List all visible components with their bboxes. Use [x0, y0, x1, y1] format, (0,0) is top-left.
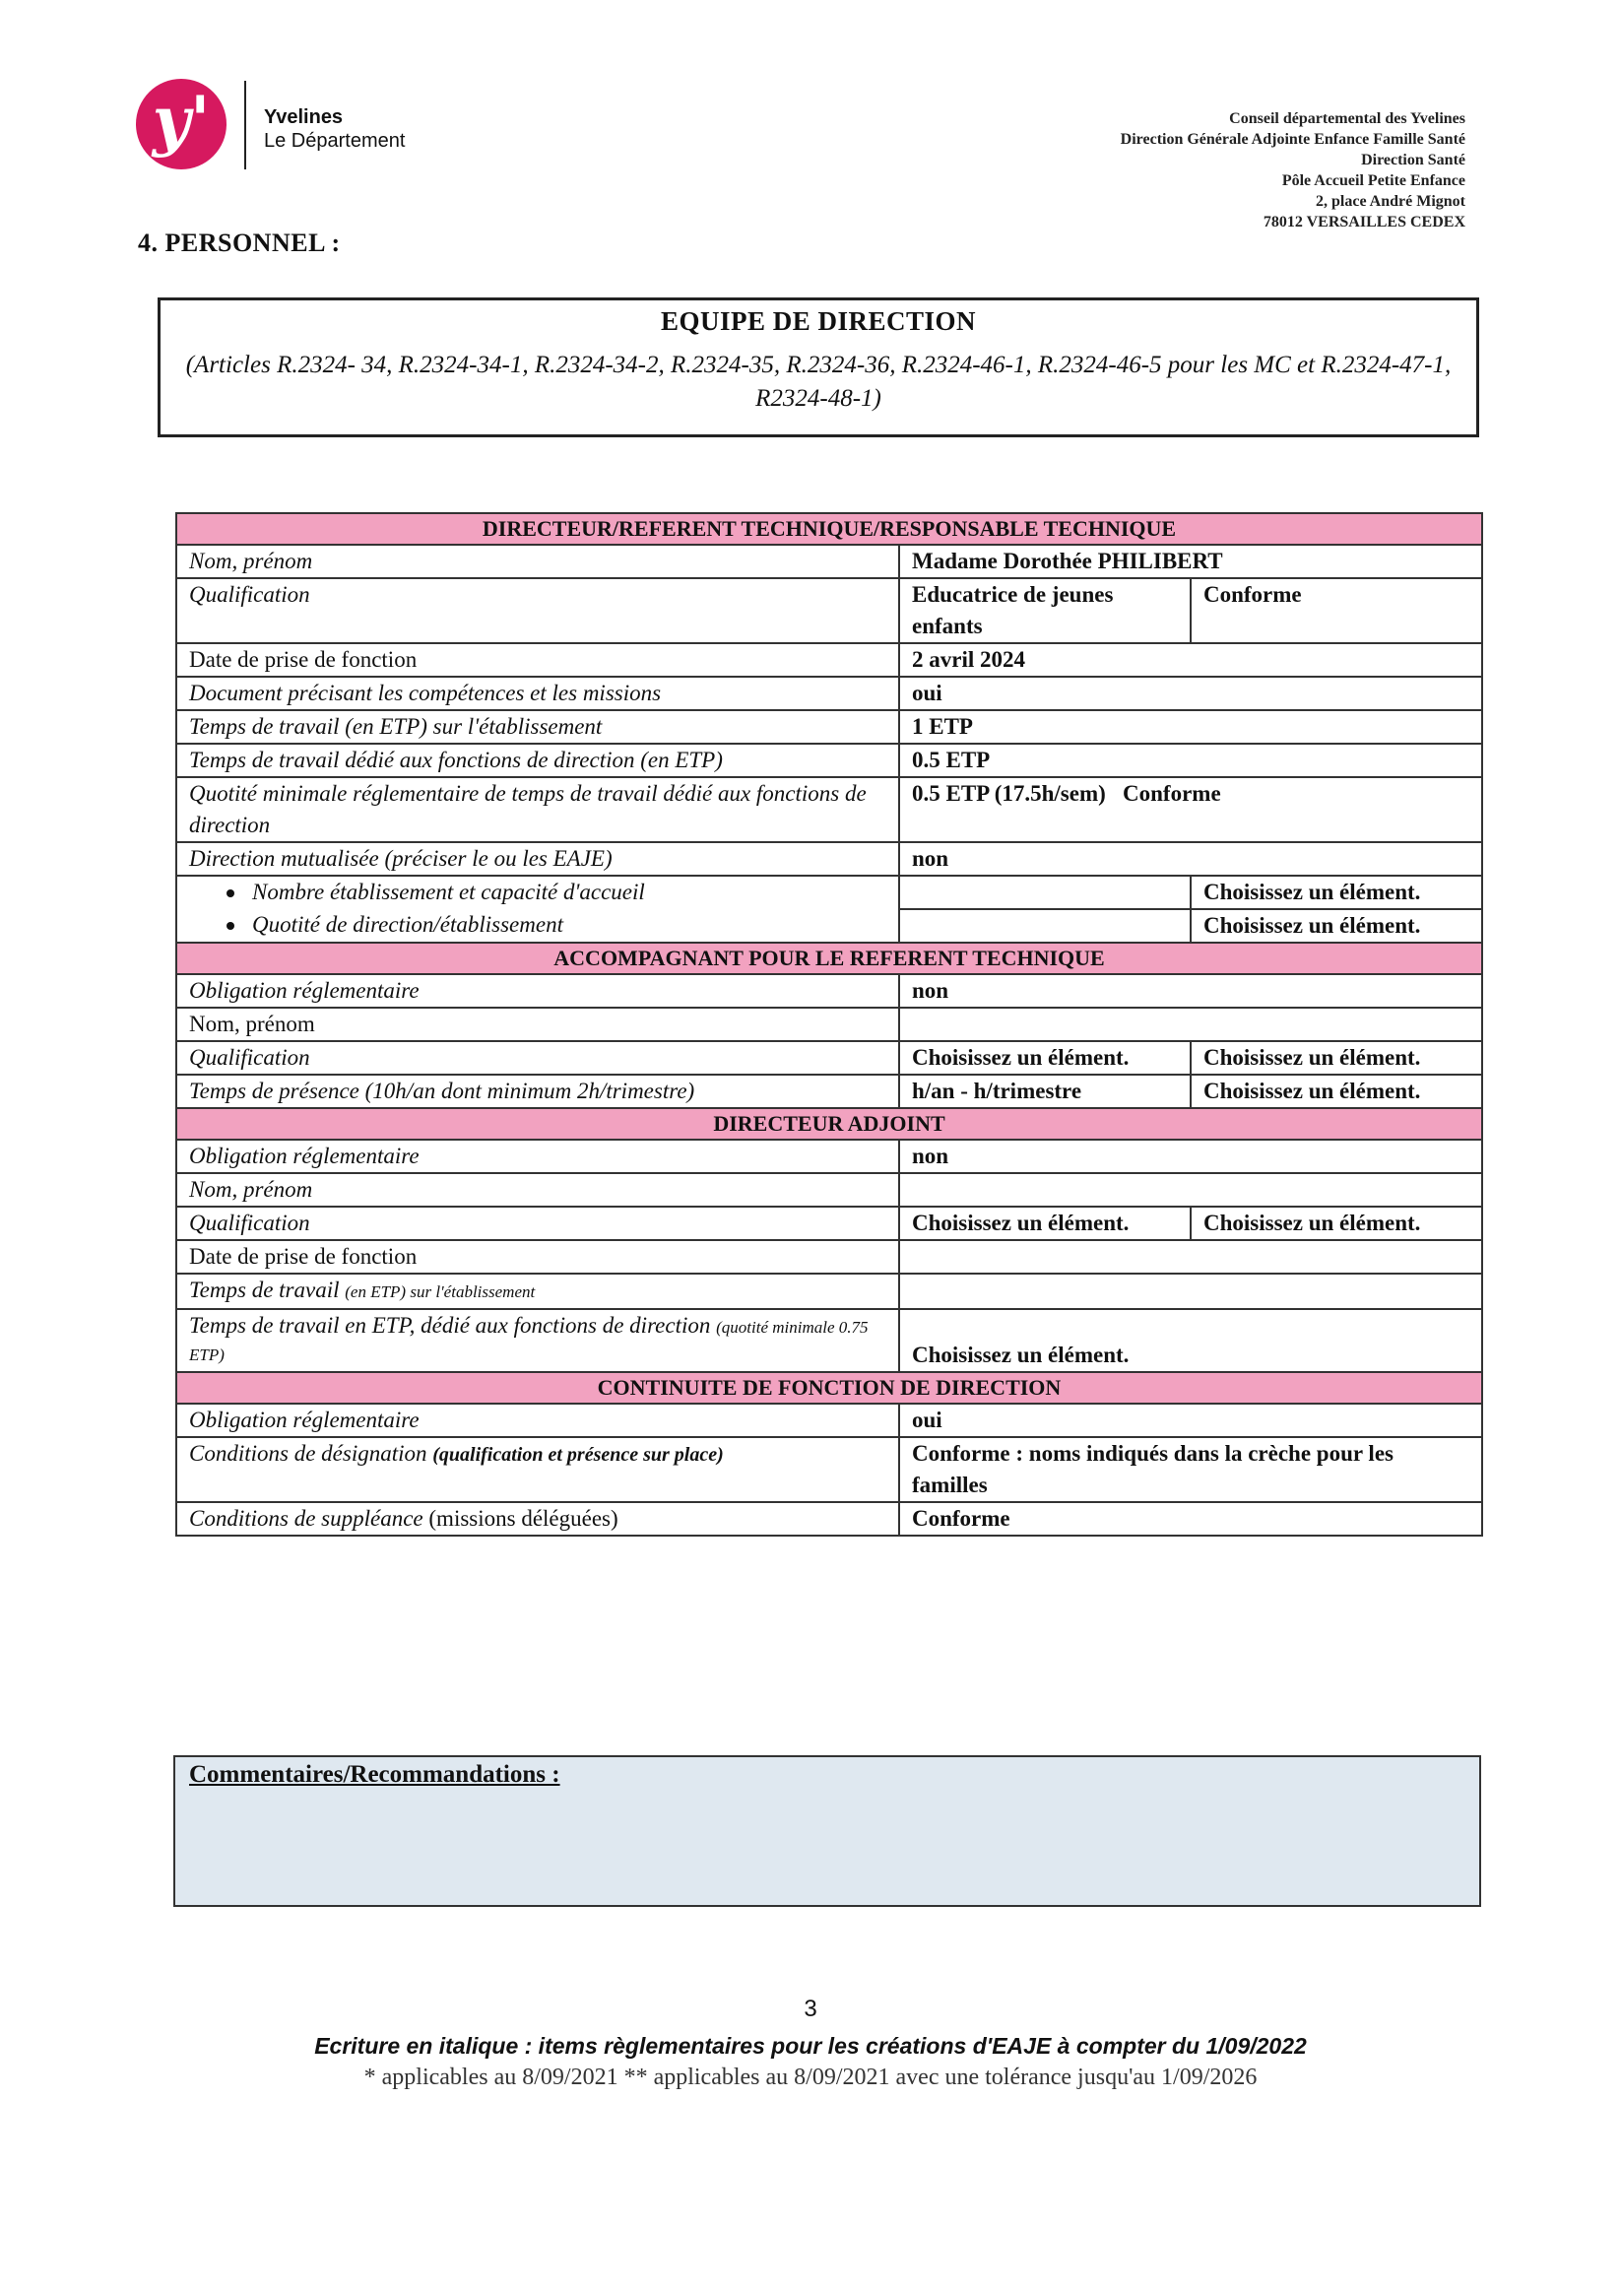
field-label: Date de prise de fonction: [176, 643, 899, 677]
field-value[interactable]: non: [899, 974, 1482, 1008]
field-label: [176, 1274, 899, 1309]
field-value[interactable]: [899, 1274, 1482, 1309]
field-value[interactable]: non: [899, 1140, 1482, 1173]
field-label: Nom, prénom: [176, 1008, 899, 1041]
field-label-note: (en ETP) sur l'établissement: [345, 1282, 536, 1301]
section-heading: DIRECTEUR/REFERENT TECHNIQUE/RESPONSABLE TECHNIQUE: [176, 513, 1482, 545]
field-label: Obligation réglementaire: [176, 1404, 899, 1437]
table-row: [176, 1207, 1482, 1240]
field-label: [176, 1437, 899, 1502]
sender-address: [1121, 108, 1465, 232]
table-row: [176, 1140, 1482, 1173]
field-value[interactable]: [899, 909, 1191, 943]
address-line: Direction Santé: [1361, 152, 1465, 168]
table-row: [176, 876, 1482, 909]
table-row: [176, 974, 1482, 1008]
table-row: [176, 1008, 1482, 1041]
field-label: Obligation réglementaire: [176, 1140, 899, 1173]
logo-mark: y': [136, 79, 227, 169]
table-row: [176, 777, 1482, 842]
address-line: Pôle Accueil Petite Enfance: [1281, 172, 1465, 189]
field-value[interactable]: 0.5 ETP: [899, 744, 1482, 777]
department-logo: [136, 79, 461, 173]
quotite-value: 0.5 ETP (17.5h/sem): [912, 781, 1106, 806]
field-label-note: (quotité minimale 0.75 ETP): [189, 1318, 869, 1364]
table-row: [176, 1075, 1482, 1108]
logo-divider: [244, 81, 246, 169]
field-label-text: Temps de travail en ETP, dédié aux fonctions de direction: [189, 1313, 711, 1338]
field-value[interactable]: non: [899, 842, 1482, 876]
section-header-row: [176, 513, 1482, 545]
field-value[interactable]: [899, 1008, 1482, 1041]
field-label-note: (qualification et présence sur place): [432, 1444, 724, 1466]
field-label: [176, 1502, 899, 1536]
field-label: Temps de présence (10h/an dont minimum 2h/trimestre): [176, 1075, 899, 1108]
equipe-direction-header: [158, 297, 1479, 437]
address-line: 78012 VERSAILLES CEDEX: [1263, 214, 1465, 230]
field-value[interactable]: [899, 1173, 1482, 1207]
field-label: Nom, prénom: [176, 545, 899, 578]
table-row: [176, 1502, 1482, 1536]
logo-subtitle: Le Département: [264, 130, 406, 152]
section-heading: DIRECTEUR ADJOINT: [176, 1108, 1482, 1140]
section-title: 4. PERSONNEL :: [138, 229, 341, 257]
bullet-label: [176, 876, 899, 909]
bullet-item: Nombre établissement et capacité d'accueil: [189, 877, 886, 908]
table-row: [176, 1309, 1482, 1372]
table-row: [176, 744, 1482, 777]
field-label: Quotité minimale réglementaire de temps de travail dédié aux fonctions de direction: [176, 777, 899, 842]
section-header-row: [176, 1108, 1482, 1140]
bullet-label: [176, 909, 899, 943]
qualification-dropdown[interactable]: Choisissez un élément.: [899, 1207, 1191, 1240]
field-label: Document précisant les compétences et les missions: [176, 677, 899, 710]
bullet-item: Quotité de direction/établissement: [189, 909, 886, 941]
table-row: [176, 1274, 1482, 1309]
table-row: [176, 677, 1482, 710]
field-value[interactable]: [899, 876, 1191, 909]
section-heading: CONTINUITE DE FONCTION DE DIRECTION: [176, 1372, 1482, 1404]
field-value[interactable]: 1 ETP: [899, 710, 1482, 744]
field-label-text: Conditions de suppléance: [189, 1506, 423, 1531]
field-value[interactable]: Educatrice de jeunes enfants: [899, 578, 1191, 643]
logo-name: Yvelines: [264, 106, 344, 128]
field-label: Qualification: [176, 1207, 899, 1240]
field-value[interactable]: [899, 777, 1482, 842]
field-value[interactable]: 2 avril 2024: [899, 643, 1482, 677]
comments-label: Commentaires/Recommandations :: [189, 1761, 560, 1788]
table-row: [176, 909, 1482, 943]
field-label: [176, 1309, 899, 1372]
page-number: 3: [804, 1996, 817, 2022]
direction-time-dropdown[interactable]: Choisissez un élément.: [899, 1309, 1482, 1372]
field-label-text: Conditions de désignation: [189, 1441, 427, 1466]
field-value[interactable]: h/an - h/trimestre: [899, 1075, 1191, 1108]
field-label: Direction mutualisée (préciser le ou les EAJE): [176, 842, 899, 876]
table-row: [176, 1173, 1482, 1207]
field-label: Obligation réglementaire: [176, 974, 899, 1008]
comments-box[interactable]: [173, 1755, 1481, 1907]
field-value[interactable]: oui: [899, 677, 1482, 710]
field-value[interactable]: Madame Dorothée PHILIBERT: [899, 545, 1482, 578]
field-value[interactable]: oui: [899, 1404, 1482, 1437]
table-row: [176, 710, 1482, 744]
field-label: Date de prise de fonction: [176, 1240, 899, 1274]
table-row: [176, 1404, 1482, 1437]
personnel-form-table: [175, 512, 1483, 1537]
field-label: Qualification: [176, 578, 899, 643]
section-heading: ACCOMPAGNANT POUR LE REFERENT TECHNIQUE: [176, 943, 1482, 974]
footer-italic-note: Ecriture en italique : items règlementaires pour les créations d'EAJE à compter du 1/09/2022: [314, 2033, 1307, 2059]
address-line: 2, place André Mignot: [1316, 193, 1465, 210]
status-dropdown[interactable]: Conforme: [1191, 578, 1482, 643]
status-dropdown[interactable]: Choisissez un élément.: [1191, 1041, 1482, 1075]
address-line: Conseil départemental des Yvelines: [1229, 110, 1465, 127]
table-row: [176, 842, 1482, 876]
address-line: Direction Générale Adjointe Enfance Famille Santé: [1120, 131, 1465, 148]
qualification-dropdown[interactable]: Choisissez un élément.: [899, 1041, 1191, 1075]
status-dropdown[interactable]: Choisissez un élément.: [1191, 876, 1482, 909]
table-row: [176, 1240, 1482, 1274]
field-value[interactable]: [899, 1240, 1482, 1274]
header-title: EQUIPE DE DIRECTION: [660, 306, 977, 336]
field-label: Temps de travail dédié aux fonctions de direction (en ETP): [176, 744, 899, 777]
status-dropdown[interactable]: Choisissez un élément.: [1191, 1075, 1482, 1108]
field-label: Qualification: [176, 1041, 899, 1075]
table-row: [176, 643, 1482, 677]
table-row: [176, 1041, 1482, 1075]
status-dropdown[interactable]: Choisissez un élément.: [1191, 909, 1482, 943]
section-header-row: [176, 1372, 1482, 1404]
field-label: Temps de travail (en ETP) sur l'établissement: [176, 710, 899, 744]
quotite-status: Conforme: [1123, 781, 1221, 806]
table-row: [176, 578, 1482, 643]
header-articles: (Articles R.2324- 34, R.2324-34-1, R.2324-34-2, R.2324-35, R.2324-36, R.2324-46-1, R.2324-46-5 pour les MC et R.2324-47-1, R2324-48-1): [185, 352, 1452, 412]
field-value[interactable]: Conforme : noms indiqués dans la crèche pour les familles: [899, 1437, 1482, 1502]
field-label: Nom, prénom: [176, 1173, 899, 1207]
table-row: [176, 1437, 1482, 1502]
section-header-row: [176, 943, 1482, 974]
field-label-note: (missions déléguées): [428, 1506, 618, 1531]
field-value[interactable]: Conforme: [899, 1502, 1482, 1536]
field-label-text: Temps de travail: [189, 1278, 340, 1302]
status-dropdown[interactable]: Choisissez un élément.: [1191, 1207, 1482, 1240]
footer-applicable-note: * applicables au 8/09/2021 ** applicables au 8/09/2021 avec une tolérance jusqu'au 1/09/2026: [363, 2065, 1258, 2090]
table-row: [176, 545, 1482, 578]
